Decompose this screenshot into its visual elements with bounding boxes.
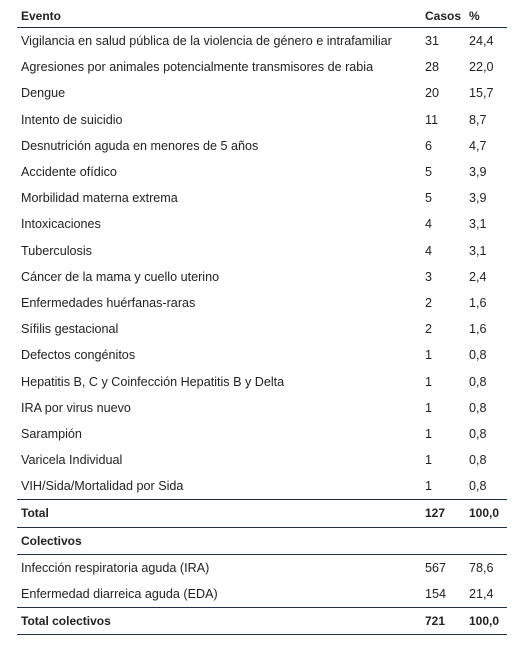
row-evento: IRA por virus nuevo [21,400,131,415]
row-pct: 3,1 [469,217,487,232]
row-pct: 0,8 [469,400,487,415]
header-porcentaje: % [469,9,480,23]
row-pct: 3,9 [469,165,487,180]
table-row [17,185,507,211]
row-casos: 1 [425,374,433,389]
row-pct: 0,8 [469,348,487,363]
row-evento: Desnutrición aguda en menores de 5 años [21,138,259,153]
row-pct: 78,6 [469,560,494,575]
row-pct: 8,7 [469,112,487,127]
row-pct: 1,6 [469,322,487,337]
row-evento: Tuberculosis [21,243,92,258]
row-evento: Vigilancia en salud pública de la violencia de género e intrafamiliar [21,34,392,49]
table-row [17,473,507,499]
table-row [17,581,507,607]
row-casos: 3 [425,269,433,284]
row-casos: 1 [425,479,433,494]
row-pct: 4,7 [469,138,487,153]
row-evento: Varicela Individual [21,453,123,468]
total-colectivos-row [17,607,507,635]
row-pct: 0,8 [469,426,487,441]
table-row [17,28,507,54]
row-casos: 20 [425,86,440,101]
total-colectivos-casos: 721 [425,614,446,629]
row-evento: Dengue [21,86,66,101]
row-pct: 3,9 [469,191,487,206]
table-row [17,80,507,106]
table-row [17,238,507,264]
row-pct: 24,4 [469,34,494,49]
row-evento: Agresiones por animales potencialmente transmisores de rabia [21,60,374,75]
row-casos: 28 [425,60,440,75]
row-evento: Infección respiratoria aguda (IRA) [21,560,210,575]
events-table [17,5,507,635]
table-row [17,211,507,237]
row-evento: Hepatitis B, C y Coinfección Hepatitis B y Delta [21,374,285,389]
table-row [17,555,507,581]
colectivos-header: Colectivos [21,533,82,548]
table-row [17,264,507,290]
row-casos: 31 [425,34,440,49]
total-row [17,499,507,527]
table-row [17,54,507,80]
row-casos: 154 [425,587,447,602]
row-pct: 0,8 [469,479,487,494]
header-evento: Evento [21,9,62,23]
header-casos: Casos [425,9,462,23]
row-evento: Cáncer de la mama y cuello uterino [21,269,220,284]
total-label: Total [21,506,49,521]
row-pct: 3,1 [469,243,487,258]
table-header-row [17,5,507,28]
row-pct: 1,6 [469,295,487,310]
row-evento: Morbilidad materna extrema [21,191,178,206]
table-body [17,28,507,499]
table-row [17,290,507,316]
row-evento: Enfermedades huérfanas-raras [21,295,196,310]
row-evento: Defectos congénitos [21,348,136,363]
table-row [17,159,507,185]
row-casos: 11 [425,112,439,127]
table-row [17,133,507,159]
total-casos: 127 [425,506,446,521]
row-casos: 567 [425,560,447,575]
table-row [17,368,507,394]
table-row [17,395,507,421]
row-evento: Intento de suicidio [21,112,123,127]
row-pct: 0,8 [469,453,487,468]
total-colectivos-pct: 100,0 [469,614,500,629]
row-pct: 2,4 [469,269,487,284]
row-evento: Sarampión [21,426,82,441]
row-casos: 2 [425,322,433,337]
row-pct: 21,4 [469,587,494,602]
table-row [17,342,507,368]
row-pct: 22,0 [469,60,494,75]
table-row [17,421,507,447]
table-row [17,107,507,133]
row-evento: Accidente ofídico [21,165,117,180]
row-pct: 0,8 [469,374,487,389]
row-casos: 5 [425,191,433,206]
table-row [17,447,507,473]
table-row [17,316,507,342]
total-colectivos-label: Total colectivos [21,614,111,629]
colectivos-header-row [17,528,507,555]
row-casos: 2 [425,295,433,310]
row-casos: 1 [425,453,433,468]
row-evento: Intoxicaciones [21,217,101,232]
row-casos: 1 [425,426,433,441]
row-pct: 15,7 [469,86,494,101]
row-casos: 4 [425,217,433,232]
row-casos: 1 [425,400,433,415]
row-casos: 6 [425,138,433,153]
row-evento: Sífilis gestacional [21,322,119,337]
colectivos-body [17,555,507,607]
row-casos: 4 [425,243,433,258]
row-casos: 1 [425,348,433,363]
row-evento: Enfermedad diarreica aguda (EDA) [21,587,218,602]
total-pct: 100,0 [469,506,500,521]
row-evento: VIH/Sida/Mortalidad por Sida [21,479,184,494]
row-casos: 5 [425,165,433,180]
